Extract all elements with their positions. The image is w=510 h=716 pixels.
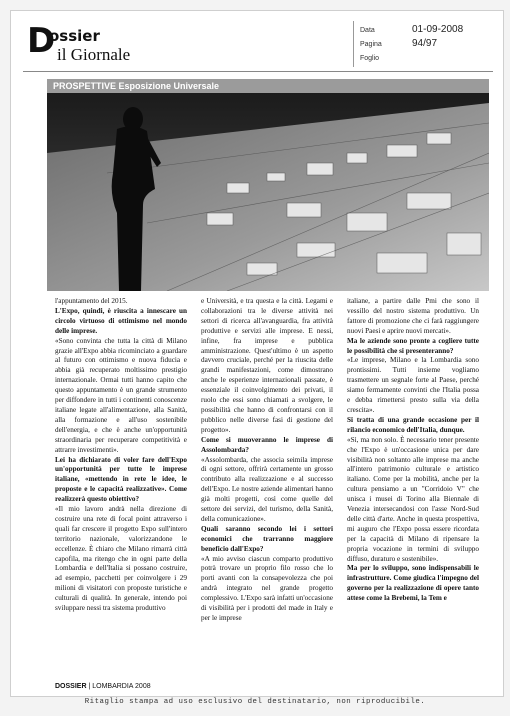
paragraph: italiane, a partire dalle Pmi che sono il vessillo del nostro sistema produttivo. Un fattore di promozione che ci farà raggiungere nuovi Paesi e aprire nuovi mercati». bbox=[347, 297, 479, 335]
logo-initial: D bbox=[27, 21, 56, 61]
article-column-3 bbox=[347, 297, 479, 679]
paragraph: «Il mio lavoro andrà nella direzione di costruire una rete di focal point attraverso i quali far crescere il progetto Expo sull'intero territorio nazionale, valorizzandone le eccellenze. È chiaro che Milano rimarrà città capofila, ma ritengo che in ogni parte della Lombardia e dell'Italia si possano costruire, ad esempio, pacchetti per coinvolgere i 29 milioni di visitatori con proposte turistiche e culturali di qualità. In generale, intendo poi sviluppare nessi tra sistema produttivo bbox=[55, 505, 187, 613]
footer-separator: | bbox=[88, 683, 91, 690]
paragraph: e Università, e tra questa e la città. Legami e collaborazioni tra le diverse attività nei settori di ricerca all'avanguardia, fra attività produttive e servizi alle imprese. E nessi, infine, fra imprese e pubblica amministrazione. Quest'ultimo è un aspetto davvero cruciale, perché per la riuscita delle grandi manifestazioni, come dimostrano anche le esperienze internazionali passate, è essenziale il coinvolgimento dei privati, il ruolo che essi sono chiamati a svolgere, le possibilità che hanno di confrontarsi con il pubblico nelle diverse fasi di gestione del progetto». bbox=[201, 297, 333, 434]
date-value: 01-09-2008 bbox=[412, 24, 464, 35]
city-model-photo bbox=[47, 93, 489, 291]
paragraph: «Assolombarda, che associa seimila imprese di ogni settore, offrirà certamente un grosso contributo alla realizzazione e al successo dell'Expo. Le nostre aziende alimentari hanno già molti progetti, così come quelle del settore dei servizi, del turismo, della Sanità, della comunicazione». bbox=[201, 455, 333, 523]
interview-question: Ma per lo sviluppo, sono indispensabili le infrastrutture. Come giudica l'impegno del governo per la realizzazione di opere tanto attese come la Brebemi, la Tem e bbox=[347, 564, 479, 603]
paragraph: «Sì, ma non solo. È necessario tener presente che l'Expo è un'occasione unica per dare visibilità non soltanto alle imprese ma anche all'intero patrimonio culturale e artistico italiano. Come per la mobilità, anche per la cultura pensiamo a un "Corridoio V" che unisca i musei di Torino alla Biennale di Venezia intersecandosi con l'asse Nord-Sud delle città d'arte. Anche in questa prospettiva, mi auguro che l'Expo possa essere ricordata per la capacità di Milano di ripensare la propria vocazione in termini di sviluppo diffuso, duraturo e sostenibile». bbox=[347, 435, 479, 563]
interview-question: Quali saranno secondo lei i settori economici che trarranno maggiore beneficio dall'Expo? bbox=[201, 524, 333, 553]
clipping-disclaimer: Ritaglio stampa ad uso esclusivo del destinatario, non riproducibile. bbox=[84, 698, 426, 706]
clipping-metadata bbox=[353, 21, 504, 67]
newspaper-page bbox=[10, 10, 504, 697]
sheet-label: Foglio bbox=[360, 55, 380, 62]
paragraph: «Sono convinta che tutta la città di Milano grazie all'Expo abbia ricominciato a guardare al futuro con ottimismo e nuova fiducia e abbia già recuperato moltissimo prestigio internazionale. Ormai tutti hanno capito che questo appuntamento è un grande strumento per diffondere in tutti i continenti conoscenze italiane legate all'alimentazione, alla Sanità, alla formazione e all'uso sostenibile dell'energia, e che è anche un'opportunità straordinaria per recuperare competitività e attrarre investimenti». bbox=[55, 336, 187, 454]
article-body bbox=[55, 297, 485, 679]
article-column-2 bbox=[201, 297, 333, 679]
paragraph: «Le imprese, Milano e la Lombardia sono prontissimi. Tutti insieme vogliamo trasmettere un segnale forte al Paese, perché siamo fermamente convinti che l'Italia possa e debba rimettersi presto sulla via della crescita». bbox=[347, 356, 479, 414]
interview-question: Si tratta di una grande occasione per il rilancio economico dell'Italia, dunque. bbox=[347, 415, 479, 434]
interview-question: Ma le aziende sono pronte a cogliere tutte le possibilità che si presenteranno? bbox=[347, 336, 479, 355]
page-footer bbox=[55, 683, 485, 695]
page-label: Pagina bbox=[360, 41, 382, 48]
masthead-divider bbox=[23, 71, 493, 72]
interview-question: Come si muoveranno le imprese di Assolombarda? bbox=[201, 435, 333, 454]
logo-word: ossier bbox=[49, 27, 100, 45]
interview-question: Lei ha dichiarato di voler fare dell'Expo un'opportunità per tutte le imprese italiane, «mettendo in rete le idee, le proposte e le capacità realizzative». Come realizzerà questo obiettivo? bbox=[55, 455, 187, 504]
footer-edition: LOMBARDIA 2008 bbox=[92, 683, 151, 690]
dossier-logo bbox=[23, 21, 223, 65]
date-label: Data bbox=[360, 27, 375, 34]
logo-newspaper-name: il Giornale bbox=[57, 45, 131, 64]
interview-question: L'Expo, quindi, è riuscita a innescare un circolo virtuoso di ottimismo nel mondo delle imprese. bbox=[55, 306, 187, 335]
article-photo bbox=[47, 93, 489, 291]
masthead bbox=[23, 21, 493, 69]
footer-brand: DOSSIER bbox=[55, 683, 87, 690]
article-column-1 bbox=[55, 297, 187, 679]
paragraph: l'appuntamento del 2015. bbox=[55, 297, 128, 305]
page-value: 94/97 bbox=[412, 38, 438, 49]
paragraph: «A mio avviso ciascun comparto produttivo potrà trovare un proprio filo rosso che lo porti avanti con la consapevolezza che poi andrà integrato nel grande progetto complessivo. L'Expo sarà infatti un'occasione di visibilità per i prodotti del made in Italy e per le imprese bbox=[201, 554, 333, 622]
section-title: PROSPETTIVE Esposizione Universale bbox=[47, 79, 489, 93]
